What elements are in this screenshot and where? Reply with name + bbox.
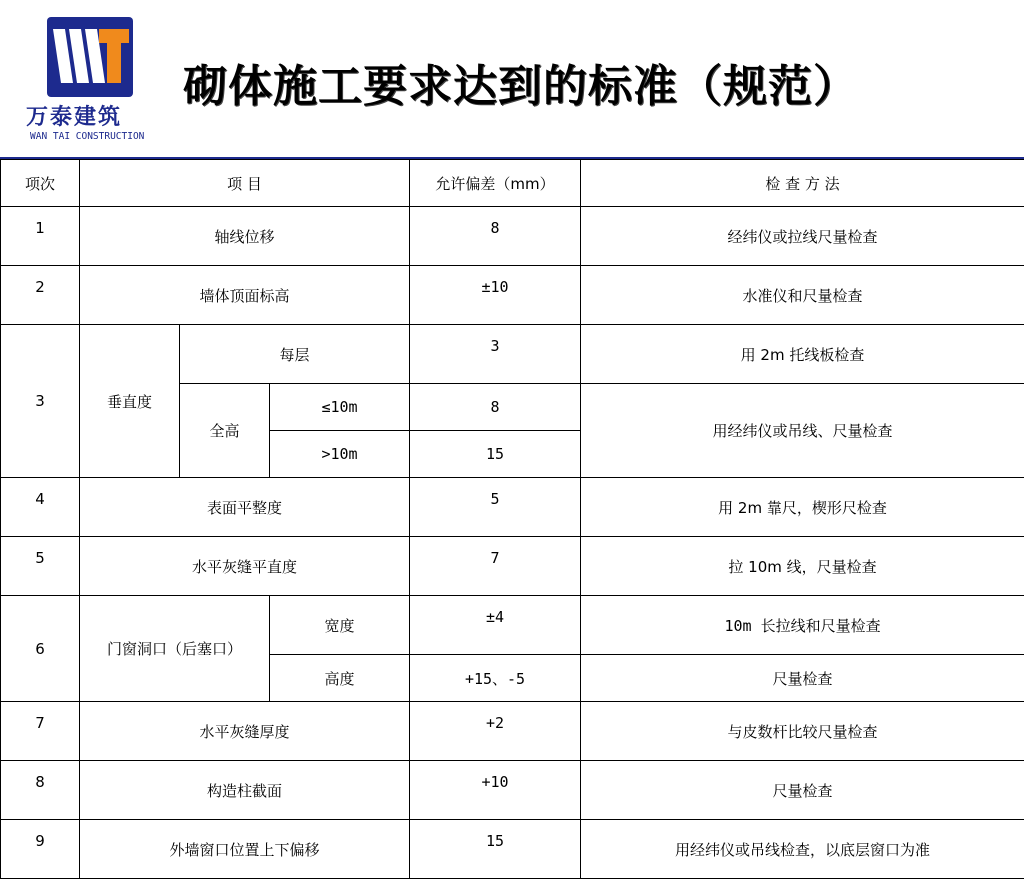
table-row — [1, 266, 1024, 325]
row-no: 5 — [1, 537, 80, 596]
header-method: 检 查 方 法 — [581, 160, 1024, 207]
standards-table — [0, 159, 1024, 879]
row-item: 轴线位移 — [80, 207, 410, 266]
row-range: ≤10m — [270, 384, 410, 431]
row-item: 水平灰缝平直度 — [80, 537, 410, 596]
row-no: 4 — [1, 478, 80, 537]
row-tolerance: 8 — [410, 207, 581, 266]
row-item: 垂直度 — [80, 325, 180, 478]
table-row — [1, 325, 1024, 384]
row-tolerance: ±10 — [410, 266, 581, 325]
row-no: 2 — [1, 266, 80, 325]
row-tolerance: 5 — [410, 478, 581, 537]
row-tolerance: +10 — [410, 761, 581, 820]
row-tolerance: 8 — [410, 384, 581, 431]
row-subitem: 每层 — [180, 325, 410, 384]
slide-header — [0, 0, 1024, 158]
row-method: 拉 10m 线，尺量检查 — [581, 537, 1024, 596]
row-tolerance: ±4 — [410, 596, 581, 655]
row-method: 尺量检查 — [581, 655, 1024, 702]
row-item: 构造柱截面 — [80, 761, 410, 820]
table-row — [1, 537, 1024, 596]
row-method: 用经纬仪或吊线检查，以底层窗口为准 — [581, 820, 1024, 879]
row-item: 水平灰缝厚度 — [80, 702, 410, 761]
wt-logo-icon — [47, 17, 133, 97]
row-no: 8 — [1, 761, 80, 820]
row-range: >10m — [270, 431, 410, 478]
row-subitem: 全高 — [180, 384, 270, 478]
row-tolerance: +15、-5 — [410, 655, 581, 702]
row-subitem: 宽度 — [270, 596, 410, 655]
row-no: 7 — [1, 702, 80, 761]
table-row — [1, 820, 1024, 879]
row-method: 水准仪和尺量检查 — [581, 266, 1024, 325]
row-item: 表面平整度 — [80, 478, 410, 537]
row-tolerance: 15 — [410, 431, 581, 478]
row-no: 9 — [1, 820, 80, 879]
row-method: 用经纬仪或吊线、尺量检查 — [581, 384, 1024, 478]
table-row — [1, 207, 1024, 266]
table-row — [1, 702, 1024, 761]
row-method: 用 2m 靠尺，楔形尺检查 — [581, 478, 1024, 537]
row-method: 用 2m 托线板检查 — [581, 325, 1024, 384]
row-no: 6 — [1, 596, 80, 702]
header-no: 项次 — [1, 160, 80, 207]
table-header-row — [1, 160, 1024, 207]
row-tolerance: 15 — [410, 820, 581, 879]
row-method: 尺量检查 — [581, 761, 1024, 820]
row-method: 经纬仪或拉线尺量检查 — [581, 207, 1024, 266]
row-no: 3 — [1, 325, 80, 478]
row-method: 10m 长拉线和尺量检查 — [581, 596, 1024, 655]
row-item: 外墙窗口位置上下偏移 — [80, 820, 410, 879]
row-method: 与皮数杆比较尺量检查 — [581, 702, 1024, 761]
page-title: 砌体施工要求达到的标准（规范） — [183, 50, 858, 114]
row-tolerance: 3 — [410, 325, 581, 384]
row-no: 1 — [1, 207, 80, 266]
row-item: 墙体顶面标高 — [80, 266, 410, 325]
table-row — [1, 596, 1024, 655]
table-row — [1, 761, 1024, 820]
brand-subtitle: WAN TAI CONSTRUCTION — [30, 131, 180, 142]
header-item: 项 目 — [80, 160, 410, 207]
table-row — [1, 478, 1024, 537]
row-tolerance: +2 — [410, 702, 581, 761]
row-item: 门窗洞口（后塞口） — [80, 596, 270, 702]
brand-name: 万泰建筑 — [26, 100, 166, 131]
header-tolerance: 允许偏差（mm） — [410, 160, 581, 207]
row-subitem: 高度 — [270, 655, 410, 702]
row-tolerance: 7 — [410, 537, 581, 596]
